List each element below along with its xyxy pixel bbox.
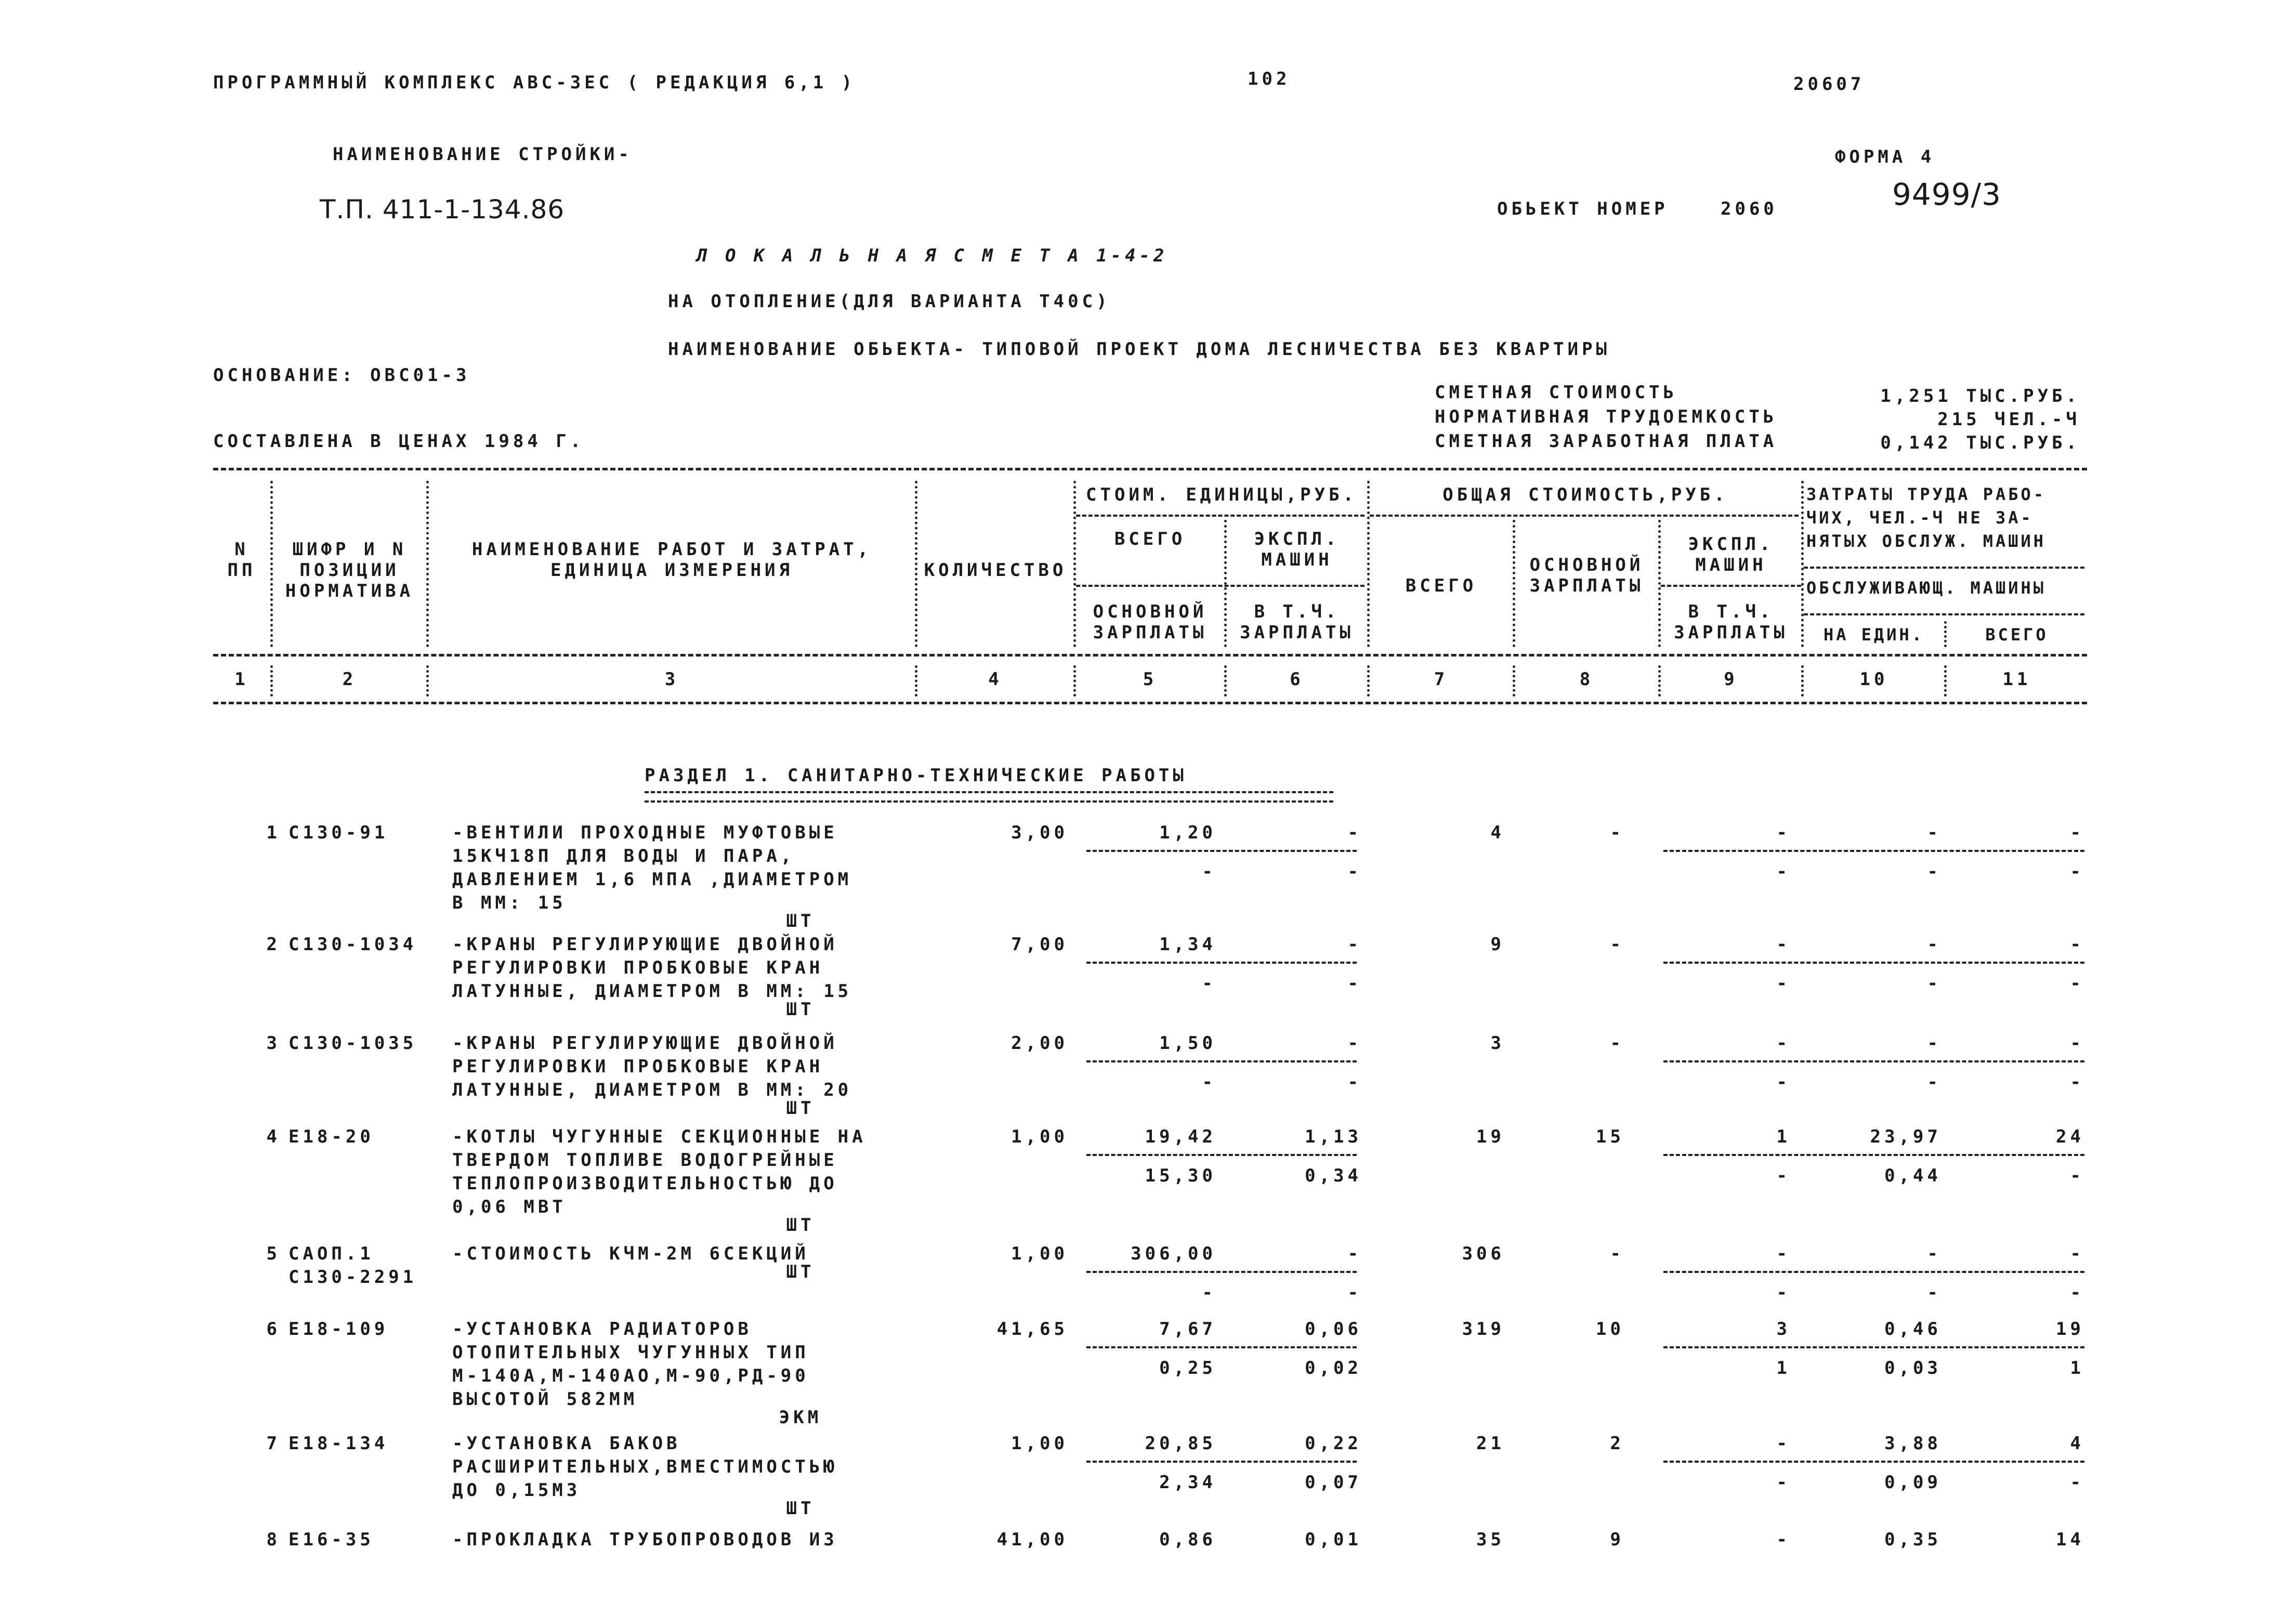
row-total-cost: 306 (1462, 1243, 1505, 1264)
row-total-cost: 4 (1490, 822, 1505, 843)
row-total-basic: - (1610, 934, 1624, 955)
header-labor-sub: ОБСЛУЖИВАЮЩ. МАШИНЫ (1806, 578, 2046, 598)
row-quantity: 1,00 (1011, 1243, 1068, 1264)
col-divider (426, 665, 429, 697)
col-divider (1367, 665, 1370, 697)
summary-value-wage: 0,142 ТЫС.РУБ. (1880, 432, 2080, 453)
col-divider (1801, 665, 1804, 697)
row-labor-total: - (2070, 822, 2084, 843)
row-unit-divider (1086, 1060, 1357, 1062)
row-unit-incl: 0,02 (1305, 1358, 1362, 1378)
header-labor-total: ВСЕГО (1985, 625, 2049, 645)
row-labor-total-basic: - (2070, 1282, 2084, 1303)
row-unit-divider (1086, 1346, 1357, 1348)
row-labor-unit-basic: - (1927, 861, 1941, 882)
row-labor-divider (1663, 850, 2084, 852)
header-subrule (1804, 613, 2084, 615)
row-labor-unit-basic: 0,44 (1884, 1165, 1941, 1186)
row-total-cost: 19 (1476, 1126, 1505, 1147)
row-code: Е18-134 (288, 1433, 389, 1454)
row-labor-total-basic: - (2070, 973, 2084, 994)
row-name-line: ДАВЛЕНИЕМ 1,6 МПА ,ДИАМЕТРОМ (452, 869, 852, 890)
col-number: 1 (234, 669, 249, 690)
header-total-incl-2: ЗАРПЛАТЫ (1674, 622, 1788, 643)
col-number: 9 (1724, 669, 1738, 690)
row-unit: ШТ (786, 1498, 815, 1519)
row-name-line: 0,06 МВТ (452, 1197, 567, 1217)
header-labor-unit: НА ЕДИН. (1823, 625, 1925, 645)
row-unit-total: 20,85 (1145, 1433, 1216, 1454)
program-name: ПРОГРАММНЫЙ КОМПЛЕКС АВС-3ЕС ( РЕДАКЦИЯ 6,1 ) (213, 72, 856, 93)
basis: ОСНОВАНИЕ: ОВС01-3 (213, 365, 470, 386)
col-divider (270, 665, 273, 697)
header-subrule (1370, 515, 1799, 517)
row-name-line: -КРАНЫ РЕГУЛИРУЮЩИЕ ДВОЙНОЙ (452, 934, 838, 955)
row-name-line: ЛАТУННЫЕ, ДИАМЕТРОМ В ММ: 15 (452, 981, 852, 1002)
row-unit-machines: 1,13 (1305, 1126, 1362, 1147)
row-labor-total-basic: - (2070, 1072, 2084, 1093)
header-total-mach-1: ЭКСПЛ. (1688, 534, 1774, 555)
col-number: 4 (988, 669, 1003, 690)
object-label: ОБЬЕКТ НОМЕР (1497, 199, 1669, 219)
col-number: 8 (1579, 669, 1594, 690)
row-unit-divider (1086, 962, 1357, 964)
header-subrule (1076, 585, 1365, 587)
row-total-basic: 10 (1596, 1319, 1624, 1340)
row-total-incl: - (1776, 861, 1791, 882)
price-basis: СОСТАВЛЕНА В ЦЕНАХ 1984 Г. (213, 431, 585, 452)
row-unit: ШТ (786, 999, 815, 1020)
row-name-line: ТВЕРДОМ ТОПЛИВЕ ВОДОГРЕЙНЫЕ (452, 1150, 838, 1171)
row-labor-total: 24 (2056, 1126, 2084, 1147)
header-subrule (1804, 567, 2084, 569)
row-name-line: ДО 0,15М3 (452, 1480, 581, 1501)
row-total-basic: 9 (1610, 1529, 1624, 1550)
row-labor-unit-basic: - (1927, 973, 1941, 994)
summary-label-labor: НОРМАТИВНАЯ ТРУДОЕМКОСТЬ (1435, 406, 1778, 427)
row-unit: ШТ (786, 1262, 815, 1282)
row-total-basic: - (1610, 1033, 1624, 1054)
summary-label-cost: СМЕТНАЯ СТОИМОСТЬ (1435, 382, 1677, 403)
header-bottom-rule (213, 654, 2087, 656)
col-divider (1513, 665, 1515, 697)
row-unit-incl: - (1347, 1282, 1362, 1303)
row-labor-unit: - (1927, 1243, 1941, 1264)
row-labor-unit: 3,88 (1884, 1433, 1941, 1454)
row-total-machines: 1 (1776, 1126, 1791, 1147)
row-code: Е18-20 (288, 1126, 374, 1147)
row-total-machines: 3 (1776, 1319, 1791, 1340)
row-unit-total: 19,42 (1145, 1126, 1216, 1147)
row-unit-basic: 0,25 (1159, 1358, 1216, 1378)
row-code: С130-1034 (288, 934, 417, 955)
row-total-basic: - (1610, 1243, 1624, 1264)
col-divider (1658, 665, 1661, 697)
row-labor-total-basic: - (2070, 1165, 2084, 1186)
row-total-incl: - (1776, 1282, 1791, 1303)
row-total-machines: - (1776, 934, 1791, 955)
row-total-machines: - (1776, 1033, 1791, 1054)
row-labor-unit: - (1927, 822, 1941, 843)
row-unit-basic: - (1202, 861, 1216, 882)
summary-label-wage: СМЕТНАЯ ЗАРАБОТНАЯ ПЛАТА (1435, 431, 1778, 452)
header-unit-mach-2: МАШИН (1261, 549, 1333, 570)
object-name: НАИМЕНОВАНИЕ ОБЬЕКТА- ТИПОВОЙ ПРОЕКТ ДОМА ЛЕСНИЧЕСТВА БЕЗ КВАРТИРЫ (668, 339, 1611, 360)
row-name-line: -КРАНЫ РЕГУЛИРУЮЩИЕ ДВОЙНОЙ (452, 1033, 838, 1054)
row-labor-unit: 0,35 (1884, 1529, 1941, 1550)
header-unit-basic-1: ОСНОВНОЙ (1093, 601, 1208, 622)
col-divider (1944, 665, 1947, 697)
row-labor-total: 4 (2070, 1433, 2084, 1454)
col-number: 10 (1859, 669, 1888, 690)
row-quantity: 1,00 (1011, 1433, 1068, 1454)
row-code: Е18-109 (288, 1319, 389, 1340)
row-total-machines: - (1776, 1243, 1791, 1264)
row-code: С130-1035 (288, 1033, 417, 1054)
row-name-line: ТЕПЛОПРОИЗВОДИТЕЛЬНОСТЬЮ ДО (452, 1173, 838, 1194)
header-total-mach-2: МАШИН (1695, 555, 1767, 575)
row-total-basic: 15 (1596, 1126, 1624, 1147)
row-total-machines: - (1776, 1529, 1791, 1550)
row-total-basic: 2 (1610, 1433, 1624, 1454)
col-number: 11 (2002, 669, 2031, 690)
row-unit-total: 0,86 (1159, 1529, 1216, 1550)
row-name-line: РЕГУЛИРОВКИ ПРОБКОВЫЕ КРАН (452, 957, 824, 978)
row-number: 8 (266, 1529, 281, 1550)
col-divider (1073, 481, 1076, 647)
row-number: 3 (266, 1033, 281, 1054)
row-name-line: ЛАТУННЫЕ, ДИАМЕТРОМ В ММ: 20 (452, 1080, 852, 1100)
row-labor-divider (1663, 1060, 2084, 1062)
row-labor-unit: 23,97 (1870, 1126, 1941, 1147)
col-number: 2 (342, 669, 357, 690)
row-unit-machines: - (1347, 1033, 1362, 1054)
row-code: С130-91 (288, 822, 389, 843)
row-quantity: 7,00 (1011, 934, 1068, 955)
row-labor-total-basic: - (2070, 1472, 2084, 1493)
header-unit-basic-2: ЗАРПЛАТЫ (1093, 622, 1208, 643)
header-name-2: ЕДИНИЦА ИЗМЕРЕНИЯ (550, 560, 793, 581)
row-labor-divider (1663, 1271, 2084, 1273)
col-divider (1224, 665, 1227, 697)
document-title: Л О К А Л Ь Н А Я С М Е Т А 1-4-2 (697, 245, 1168, 266)
row-unit-machines: - (1347, 822, 1362, 843)
row-unit-machines: 0,01 (1305, 1529, 1362, 1550)
header-name-1: НАИМЕНОВАНИЕ РАБОТ И ЗАТРАТ, (471, 539, 872, 560)
row-unit-incl: 0,07 (1305, 1472, 1362, 1493)
col-number: 3 (664, 669, 679, 690)
row-unit-machines: 0,06 (1305, 1319, 1362, 1340)
row-unit-incl: 0,34 (1305, 1165, 1362, 1186)
row-number: 4 (266, 1126, 281, 1147)
construction-name-handwritten: Т.П. 411-1-134.86 (320, 194, 565, 225)
row-unit-total: 1,20 (1159, 822, 1216, 843)
row-total-basic: - (1610, 822, 1624, 843)
row-labor-unit: - (1927, 934, 1941, 955)
row-labor-total-basic: 1 (2070, 1358, 2084, 1378)
row-total-incl: - (1776, 1072, 1791, 1093)
row-unit-machines: - (1347, 1243, 1362, 1264)
row-quantity: 2,00 (1011, 1033, 1068, 1054)
row-name-line: -УСТАНОВКА РАДИАТОРОВ (452, 1319, 752, 1340)
row-unit-divider (1086, 1271, 1357, 1273)
row-code: Е16-35 (288, 1529, 374, 1550)
row-labor-divider (1663, 1461, 2084, 1463)
header-n: N (234, 539, 249, 560)
table-top-rule (213, 468, 2087, 470)
row-quantity: 41,65 (996, 1319, 1068, 1340)
row-labor-total: 14 (2056, 1529, 2084, 1550)
row-name-line: -КОТЛЫ ЧУГУННЫЕ СЕКЦИОННЫЕ НА (452, 1126, 867, 1147)
object-number: 2060 (1721, 199, 1778, 219)
row-unit-machines: 0,22 (1305, 1433, 1362, 1454)
row-unit-incl: - (1347, 973, 1362, 994)
row-name-line: ВЫСОТОЙ 582ММ (452, 1389, 638, 1410)
header-labor-1: ЗАТРАТЫ ТРУДА РАБО- (1806, 484, 2046, 504)
row-name-line: ОТОПИТЕЛЬНЫХ ЧУГУННЫХ ТИП (452, 1342, 809, 1363)
header-quantity: КОЛИЧЕСТВО (924, 560, 1067, 581)
row-quantity: 41,00 (996, 1529, 1068, 1550)
handwritten-number: 9499/3 (1892, 177, 2002, 212)
row-name-line: В ММ: 15 (452, 892, 567, 913)
row-unit: ШТ (786, 1098, 815, 1119)
col-number: 6 (1290, 669, 1304, 690)
header-labor-2: ЧИХ, ЧЕЛ.-Ч НЕ ЗА- (1806, 508, 2033, 528)
row-total-incl: 1 (1776, 1358, 1791, 1378)
col-number: 5 (1143, 669, 1158, 690)
row-quantity: 1,00 (1011, 1126, 1068, 1147)
row-labor-total: - (2070, 1033, 2084, 1054)
col-divider (1367, 481, 1370, 647)
document-code: 20607 (1793, 74, 1865, 95)
row-labor-unit-basic: - (1927, 1072, 1941, 1093)
header-total-all: ВСЕГО (1405, 575, 1477, 596)
row-labor-divider (1663, 1154, 2084, 1156)
header-unit-mach-1: ЭКСПЛ. (1254, 529, 1340, 549)
row-labor-divider (1663, 1346, 2084, 1348)
row-unit-incl: - (1347, 1072, 1362, 1093)
col-divider (1801, 481, 1804, 647)
row-number: 5 (266, 1243, 281, 1264)
row-total-cost: 319 (1462, 1319, 1505, 1340)
header-subrule (1661, 585, 1801, 587)
row-unit-total: 1,34 (1159, 934, 1216, 955)
header-pp: ПП (227, 560, 256, 581)
header-total-incl-1: В Т.Ч. (1688, 601, 1774, 622)
row-number: 7 (266, 1433, 281, 1454)
section-underline (645, 791, 1333, 803)
row-number: 1 (266, 822, 281, 843)
page-number: 102 (1248, 69, 1291, 89)
row-unit-divider (1086, 1461, 1357, 1463)
row-total-cost: 21 (1476, 1433, 1505, 1454)
row-labor-unit-basic: 0,03 (1884, 1358, 1941, 1378)
row-unit-incl: - (1347, 861, 1362, 882)
section-title: РАЗДЕЛ 1. САНИТАРНО-ТЕХНИЧЕСКИЕ РАБОТЫ (645, 765, 1187, 786)
row-total-cost: 9 (1490, 934, 1505, 955)
header-code-1: ШИФР И N (292, 539, 407, 560)
row-unit-machines: - (1347, 934, 1362, 955)
row-name-line: -УСТАНОВКА БАКОВ (452, 1433, 681, 1454)
row-unit: ЭКМ (779, 1407, 822, 1428)
row-labor-unit-basic: - (1927, 1282, 1941, 1303)
row-labor-total: 19 (2056, 1319, 2084, 1340)
header-unit-incl-1: В Т.Ч. (1254, 601, 1340, 622)
header-labor-3: НЯТЫХ ОБСЛУЖ. МАШИН (1806, 531, 2046, 551)
header-unit-cost: СТОИМ. ЕДИНИЦЫ,РУБ. (1086, 484, 1357, 505)
form-label: ФОРМА 4 (1835, 147, 1935, 167)
header-subrule (1076, 515, 1365, 517)
header-total-basic-1: ОСНОВНОЙ (1529, 555, 1644, 575)
header-code-2: ПОЗИЦИИ (299, 560, 400, 581)
row-total-machines: - (1776, 1433, 1791, 1454)
row-labor-unit: 0,46 (1884, 1319, 1941, 1340)
summary-value-labor: 215 ЧЕЛ.-Ч (1937, 409, 2080, 430)
row-labor-total: - (2070, 1243, 2084, 1264)
header-total-cost: ОБЩАЯ СТОИМОСТЬ,РУБ. (1442, 484, 1728, 505)
row-unit-basic: - (1202, 1072, 1216, 1093)
row-unit: ШТ (786, 1215, 815, 1236)
row-name-line: -СТОИМОСТЬ КЧМ-2М 6СЕКЦИЙ (452, 1243, 809, 1264)
row-total-incl: - (1776, 1165, 1791, 1186)
construction-label: НАИМЕНОВАНИЕ СТРОЙКИ- (333, 144, 633, 165)
header-code-3: НОРМАТИВА (285, 581, 414, 601)
row-name-line: 15КЧ18П ДЛЯ ВОДЫ И ПАРА, (452, 846, 795, 866)
header-unit-total: ВСЕГО (1114, 529, 1186, 549)
row-unit-basic: 15,30 (1145, 1165, 1216, 1186)
col-divider (915, 665, 917, 697)
row-name-line: -ВЕНТИЛИ ПРОХОДНЫЕ МУФТОВЫЕ (452, 822, 838, 843)
row-name-line: М-140А,М-140АО,М-90,РД-90 (452, 1365, 809, 1386)
row-name-line: РЕГУЛИРОВКИ ПРОБКОВЫЕ КРАН (452, 1056, 824, 1077)
row-unit-basic: 2,34 (1159, 1472, 1216, 1493)
row-labor-total-basic: - (2070, 861, 2084, 882)
row-name-line: РАСШИРИТЕЛЬНЫХ,ВМЕСТИМОСТЬЮ (452, 1456, 838, 1477)
row-total-cost: 3 (1490, 1033, 1505, 1054)
row-labor-unit-basic: 0,09 (1884, 1472, 1941, 1493)
header-unit-incl-2: ЗАРПЛАТЫ (1240, 622, 1354, 643)
row-code: САОП.1 (288, 1243, 374, 1264)
row-labor-unit: - (1927, 1033, 1941, 1054)
col-number: 7 (1434, 669, 1449, 690)
row-code: С130-2291 (288, 1267, 417, 1288)
row-number: 2 (266, 934, 281, 955)
row-number: 6 (266, 1319, 281, 1340)
row-labor-total: - (2070, 934, 2084, 955)
row-name-line: -ПРОКЛАДКА ТРУБОПРОВОДОВ ИЗ (452, 1529, 838, 1550)
row-total-cost: 35 (1476, 1529, 1505, 1550)
row-labor-divider (1663, 962, 2084, 964)
row-unit-basic: - (1202, 973, 1216, 994)
col-divider (1073, 665, 1076, 697)
document-subtitle: НА ОТОПЛЕНИЕ(ДЛЯ ВАРИАНТА Т40С) (668, 291, 1111, 312)
row-unit-total: 1,50 (1159, 1033, 1216, 1054)
numbers-bottom-rule (213, 702, 2087, 704)
header-total-basic-2: ЗАРПЛАТЫ (1529, 575, 1644, 596)
row-total-incl: - (1776, 973, 1791, 994)
row-unit-divider (1086, 850, 1357, 852)
row-unit-total: 7,67 (1159, 1319, 1216, 1340)
row-unit-total: 306,00 (1131, 1243, 1216, 1264)
row-total-incl: - (1776, 1472, 1791, 1493)
row-unit-divider (1086, 1154, 1357, 1156)
row-unit: ШТ (786, 911, 815, 931)
row-total-machines: - (1776, 822, 1791, 843)
summary-value-cost: 1,251 ТЫС.РУБ. (1880, 386, 2080, 406)
row-quantity: 3,00 (1011, 822, 1068, 843)
row-unit-basic: - (1202, 1282, 1216, 1303)
